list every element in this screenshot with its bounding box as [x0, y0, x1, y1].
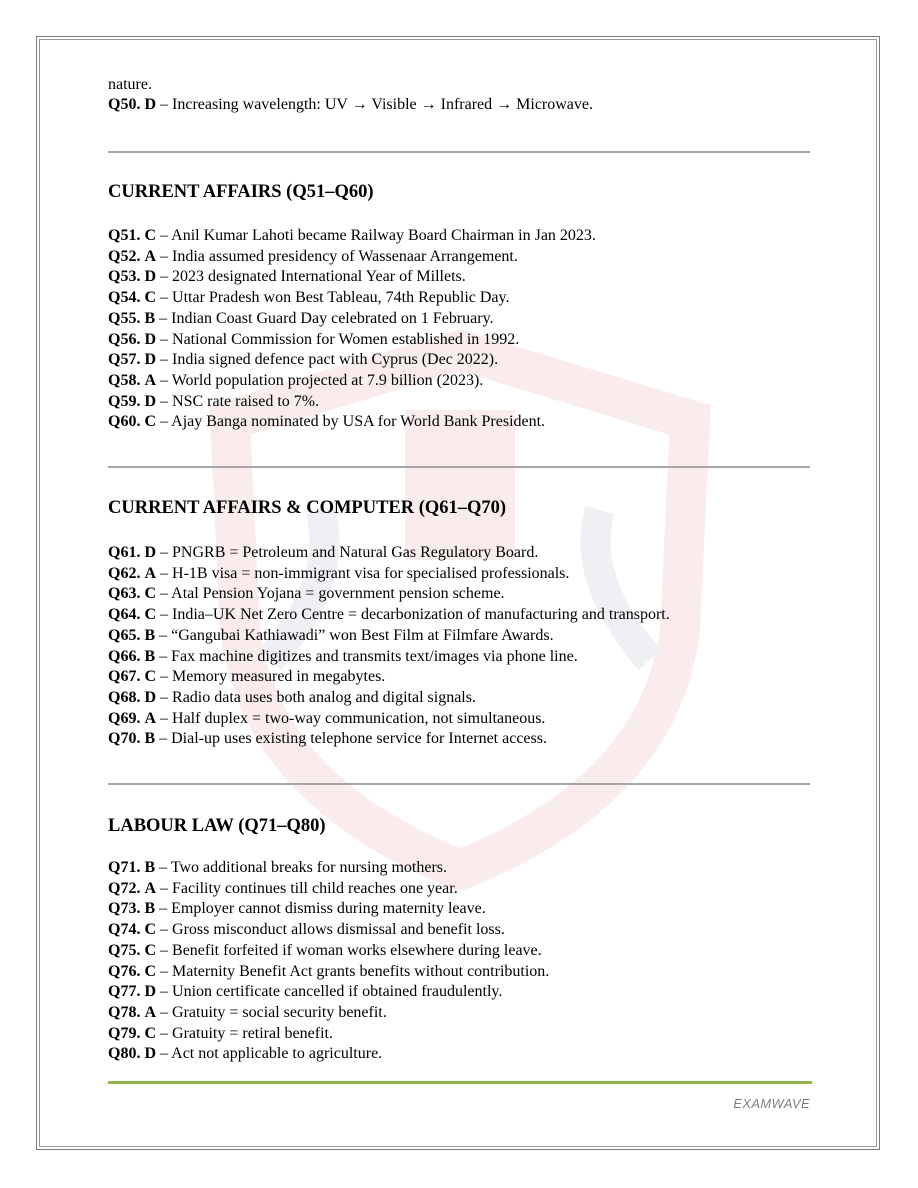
question-number: Q67. [108, 668, 141, 686]
answer-line [108, 288, 510, 308]
answer-explanation: – Uttar Pradesh won Best Tableau, 74th Republic Day. [156, 289, 510, 307]
answer-line [108, 350, 498, 370]
question-number: Q78. [108, 1003, 141, 1021]
question-number: Q79. [108, 1024, 141, 1042]
answer-line [108, 647, 578, 667]
answer-explanation: – Maternity Benefit Act grants benefits without contribution. [156, 962, 550, 980]
question-number: Q68. [108, 688, 141, 706]
answer-line [108, 605, 670, 625]
answer-line [108, 982, 502, 1002]
answer-explanation: – 2023 designated International Year of Millets. [156, 268, 466, 286]
answer-line [108, 267, 466, 287]
answer-explanation: – Dial-up uses existing telephone service for Internet access. [155, 730, 547, 748]
answer-explanation: – India assumed presidency of Wassenaar Arrangement. [156, 247, 518, 265]
answer-explanation: – World population projected at 7.9 billion (2023). [156, 371, 484, 389]
question-number: Q62. [108, 564, 141, 582]
answer-line [108, 1003, 387, 1023]
answer-explanation: – Atal Pension Yojana = government pension scheme. [156, 585, 505, 603]
answer-explanation: – India–UK Net Zero Centre = decarbonization of manufacturing and transport. [156, 606, 670, 624]
question-number: Q76. [108, 962, 141, 980]
answer-letter: B [144, 859, 156, 876]
question-number: Q52. [108, 247, 141, 265]
answer-letter: C [144, 962, 157, 980]
answer-explanation: – Radio data uses both analog and digital signals. [156, 688, 476, 706]
answer-explanation: – Anil Kumar Lahoti became Railway Board Chairman in Jan 2023. [156, 227, 596, 244]
answer-letter: C [144, 921, 157, 939]
answer-letter: D [144, 983, 157, 1001]
answer-letter: A [144, 564, 157, 582]
question-number: Q65. [108, 626, 141, 644]
question-number: Q60. [108, 413, 141, 431]
answer-letter: A [144, 879, 157, 897]
answer-explanation: – National Commission for Women established in 1992. [156, 330, 520, 348]
section-divider [108, 783, 810, 785]
question-number: Q71. [108, 859, 141, 876]
answer-letter: D [144, 1045, 157, 1063]
answer-line [108, 584, 505, 604]
answer-line [108, 330, 519, 350]
answer-line [108, 729, 547, 749]
answer-line [108, 564, 569, 584]
answer-letter: A [144, 247, 157, 265]
answer-line [108, 899, 486, 919]
question-number: Q64. [108, 606, 141, 624]
question-number: Q58. [108, 371, 141, 389]
answer-letter: D [144, 96, 157, 113]
answer-explanation: – Memory measured in megabytes. [156, 668, 386, 686]
answer-explanation: – Benefit forfeited if woman works elsewhere during leave. [156, 941, 542, 959]
section-heading-labour-law: LABOUR LAW (Q71–Q80) [108, 816, 326, 836]
section-divider [108, 151, 810, 153]
answer-line [108, 247, 518, 267]
answer-letter: C [144, 227, 157, 244]
answer-letter: B [144, 626, 156, 644]
answer-explanation: – Increasing wavelength: UV → Visible → Infrared → Microwave. [156, 96, 594, 113]
question-number: Q59. [108, 392, 141, 410]
answer-line [108, 667, 385, 687]
question-number: Q73. [108, 900, 141, 918]
answer-line [108, 543, 538, 563]
answer-explanation: – Gross misconduct allows dismissal and benefit loss. [156, 921, 505, 939]
question-number: Q56. [108, 330, 141, 348]
continuation-text: nature. [108, 76, 152, 93]
answer-explanation: – Gratuity = retiral benefit. [156, 1024, 333, 1042]
answer-explanation: – Union certificate cancelled if obtained fraudulently. [156, 983, 503, 1001]
answer-explanation: – Fax machine digitizes and transmits text/images via phone line. [155, 647, 578, 665]
section-heading-current-affairs-computer: CURRENT AFFAIRS & COMPUTER (Q61–Q70) [108, 498, 507, 518]
answer-line [108, 920, 505, 940]
question-number: Q57. [108, 351, 141, 369]
question-number: Q53. [108, 268, 141, 286]
answer-explanation: – PNGRB = Petroleum and Natural Gas Regulatory Board. [156, 544, 539, 561]
question-number: Q72. [108, 879, 141, 897]
answer-explanation: – Ajay Banga nominated by USA for World Bank President. [156, 413, 546, 431]
answer-letter: D [144, 330, 157, 348]
answer-letter: B [144, 730, 156, 748]
answer-letter: A [144, 709, 157, 727]
answer-letter: C [144, 289, 157, 307]
answer-letter: B [144, 309, 156, 327]
answer-explanation: – Gratuity = social security benefit. [156, 1003, 387, 1021]
answer-letter: D [144, 688, 157, 706]
answer-line [108, 226, 596, 246]
answer-explanation: – Indian Coast Guard Day celebrated on 1 February. [155, 309, 494, 327]
answer-line [108, 941, 542, 961]
question-number: Q50. [108, 96, 141, 113]
answer-line [108, 412, 545, 432]
answer-line [108, 309, 494, 329]
question-number: Q51. [108, 227, 141, 244]
answer-line [108, 1044, 382, 1064]
answer-explanation: – H-1B visa = non-immigrant visa for specialised professionals. [156, 564, 570, 582]
answer-letter: C [144, 1024, 157, 1042]
answer-letter: C [144, 585, 157, 603]
answer-line [108, 626, 554, 646]
answer-letter: B [144, 900, 156, 918]
answer-explanation: – “Gangubai Kathiawadi” won Best Film at Filmfare Awards. [155, 626, 554, 644]
answer-line [108, 962, 549, 982]
answer-explanation: – Half duplex = two-way communication, not simultaneous. [156, 709, 546, 727]
question-number: Q54. [108, 289, 141, 307]
answer-letter: C [144, 668, 157, 686]
answer-explanation: – Employer cannot dismiss during maternity leave. [155, 900, 486, 918]
answer-line [108, 1024, 333, 1044]
footer-rule [108, 1081, 812, 1084]
question-number: Q66. [108, 647, 141, 665]
answer-letter: D [144, 268, 157, 286]
answer-line [108, 709, 545, 729]
section-divider [108, 466, 810, 468]
answer-line [108, 858, 447, 878]
question-number: Q55. [108, 309, 141, 327]
answer-letter: C [144, 606, 157, 624]
answer-line [108, 371, 483, 391]
answer-explanation: – NSC rate raised to 7%. [156, 392, 320, 410]
answer-letter: B [144, 647, 156, 665]
answer-letter: D [144, 351, 157, 369]
answer-letter: A [144, 371, 157, 389]
answer-letter: C [144, 941, 157, 959]
answer-explanation: – Facility continues till child reaches one year. [156, 879, 458, 897]
answer-explanation: – Two additional breaks for nursing mothers. [155, 859, 447, 876]
answer-line-q50 [108, 95, 593, 115]
question-number: Q80. [108, 1045, 141, 1063]
answer-line [108, 392, 319, 412]
answer-line [108, 879, 458, 899]
answer-letter: C [144, 413, 157, 431]
question-number: Q69. [108, 709, 141, 727]
section-heading-current-affairs: CURRENT AFFAIRS (Q51–Q60) [108, 182, 374, 202]
answer-letter: A [144, 1003, 157, 1021]
footer-brand-text: EXAMWAVE [733, 1096, 810, 1111]
answer-explanation: – India signed defence pact with Cyprus (Dec 2022). [156, 351, 499, 369]
question-number: Q61. [108, 544, 141, 561]
question-number: Q63. [108, 585, 141, 603]
answer-explanation: – Act not applicable to agriculture. [156, 1045, 383, 1063]
question-number: Q77. [108, 983, 141, 1001]
question-number: Q75. [108, 941, 141, 959]
question-number: Q70. [108, 730, 141, 748]
question-number: Q74. [108, 921, 141, 939]
answer-line [108, 688, 476, 708]
answer-letter: D [144, 392, 157, 410]
answer-letter: D [144, 544, 157, 561]
